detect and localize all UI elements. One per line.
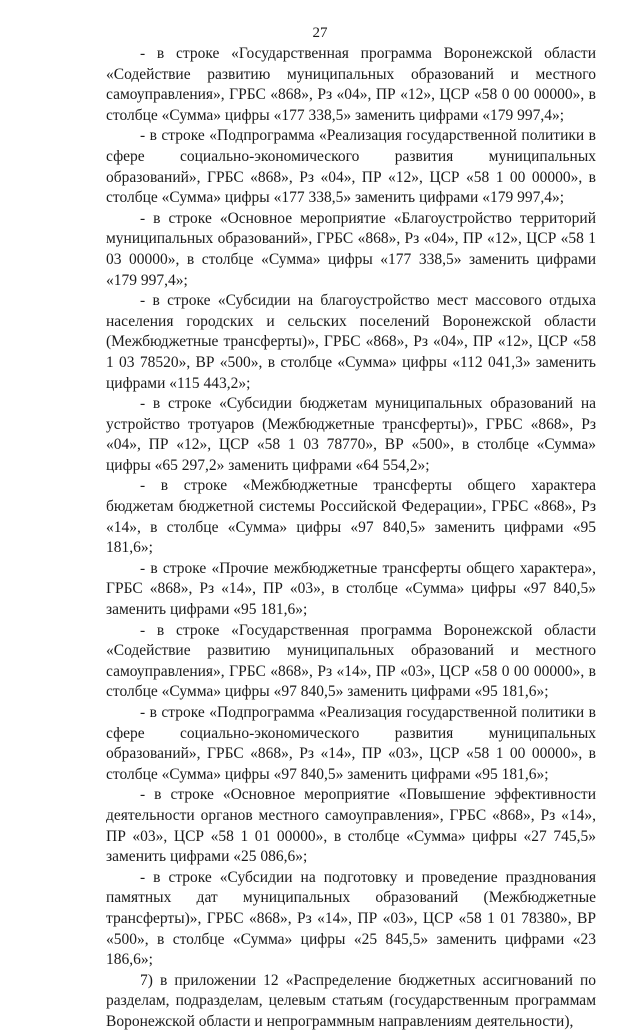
paragraph: - в строке «Подпрограмма «Реализация государственной политики в сфере социально-экономического развития муниципальных образований», ГРБС «868», Рз «04», ПР «12», ЦСР «58 1 00 00000», в столбце «Сумма» цифры «177 338,5» заменить цифрами «179 997,4»;	[106, 127, 596, 207]
paragraph: - в строке «Субсидии бюджетам муниципальных образований на устройство тротуаров (Межбюджетные трансферты)», ГРБС «868», Рз «04», ПР «12», ЦСР «58 1 03 78770», ВР «500», в столбце «Сумма» цифры «65 297,2» заменить цифрами «64 554,2»;	[106, 395, 596, 474]
paragraph: - в строке «Субсидии на благоустройство мест массового отдыха населения городских и сельских поселений Воронежской области (Межбюджетные трансферты)», ГРБС «868», Рз «04», ПР «12», ЦСР «58 1 03 78520», ВР «500», в столбце «Сумма» цифры «112 041,3» заменить цифрами «115 443,2»;	[106, 292, 596, 392]
paragraph: - в строке «Государственная программа Воронежской области «Содействие развитию муниципальных образований и местного самоуправления», ГРБС «868», Рз «14», ПР «03», ЦСР «58 0 00 00000», в столбце «Сумма» цифры «97 840,5» заменить цифрами «95 181,6»;	[106, 621, 596, 701]
page-number: 27	[312, 25, 328, 41]
document-body	[106, 44, 596, 1033]
paragraph: 7) в приложении 12 «Распределение бюджетных ассигнований по разделам, подразделам, целевым статьям (государственным программам Воронежской области и непрограммным направлениям деятельности),	[106, 971, 596, 1030]
paragraph: - в строке «Межбюджетные трансферты общего характера бюджетам бюджетной системы Российской Федерации», ГРБС «868», Рз «14», в столбце «Сумма» цифры «97 840,5» заменить цифрами «95 181,6»;	[106, 477, 596, 557]
paragraph: - в строке «Основное мероприятие «Благоустройство территорий муниципальных образований», ГРБС «868», Рз «04», ПР «12», ЦСР «58 1 03 00000», в столбце «Сумма» цифры «177 338,5» заменить цифрами «179 997,4»;	[106, 209, 596, 289]
paragraph: - в строке «Субсидии на подготовку и проведение празднования памятных дат муниципальных образований (Межбюджетные трансферты)», ГРБС «868», Рз «14», ПР «03», ЦСР «58 1 01 78380», ВР «500», в столбце «Сумма» цифры «25 845,5» заменить цифрами «23 186,6»;	[106, 868, 596, 969]
paragraph: - в строке «Подпрограмма «Реализация государственной политики в сфере социально-экономического развития муниципальных образований», ГРБС «868», Рз «14», ПР «03», ЦСР «58 1 00 00000», в столбце «Сумма» цифры «97 840,5» заменить цифрами «95 181,6»;	[106, 704, 596, 783]
paragraph: - в строке «Основное мероприятие «Повышение эффективности деятельности органов местного самоуправления», ГРБС «868», Рз «14», ПР «03», ЦСР «58 1 01 00000», в столбце «Сумма» цифры «27 745,5» заменить цифрами «25 086,6»;	[106, 786, 596, 866]
paragraph: - в строке «Прочие межбюджетные трансферты общего характера», ГРБС «868», Рз «14», ПР «03», в столбце «Сумма» цифры «97 840,5» заменить цифрами «95 181,6»;	[106, 559, 596, 619]
paragraph: - в строке «Государственная программа Воронежской области «Содействие развитию муниципальных образований и местного самоуправления», ГРБС «868», Рз «04», ПР «12», ЦСР «58 0 00 00000», в столбце «Сумма» цифры «177 338,5» заменить цифрами «179 997,4»;	[106, 45, 596, 124]
